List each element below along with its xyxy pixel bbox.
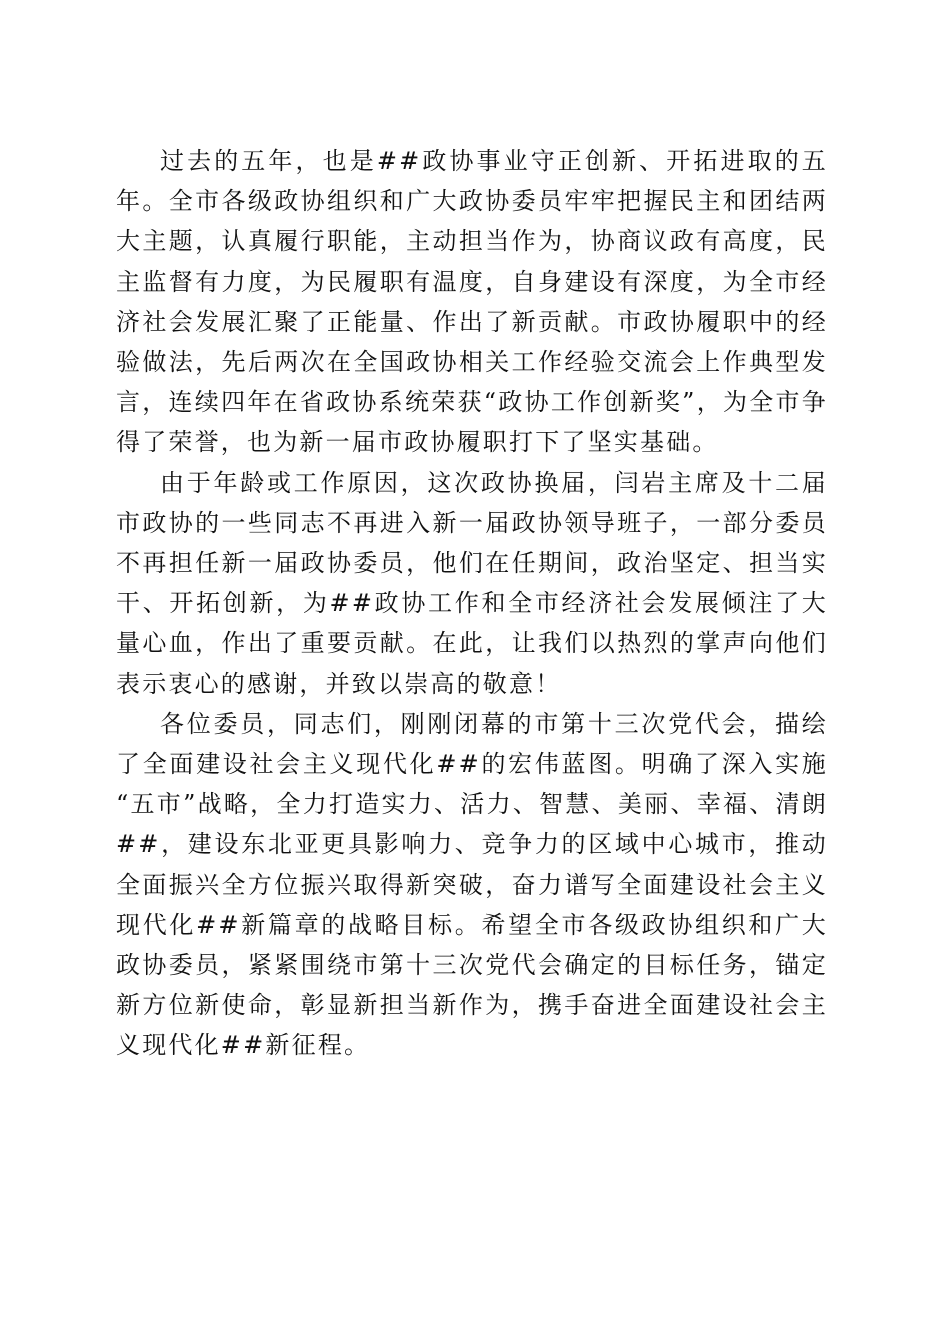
paragraph-review-five-years: 过去的五年，也是##政协事业守正创新、开拓进取的五年。全市各级政协组织和广大政协委员牢牢把握民主和团结两大主题，认真履行职能，主动担当作为，协商议政有高度，民主监督有力度，为民履职有温度，自身建设有深度，为全市经济社会发展汇聚了正能量、作出了新贡献。市政协履职中的经验做法，先后两次在全国政协相关工作经验交流会上作典型发言，连续四年在省政协系统荣获“政协工作创新奖”，为全市争得了荣誉，也为新一届市政协履职打下了坚实基础。 (116, 147, 828, 457)
paragraph-thanks-former-members: 由于年龄或工作原因，这次政协换届，闫岩主席及十二届市政协的一些同志不再进入新一届政协领导班子，一部分委员不再担任新一届政协委员，他们在任期间，政治坚定、担当实干、开拓创新，为##政协工作和全市经济社会发展倾注了大量心血，作出了重要贡献。在此，让我们以热烈的掌声向他们表示衷心的感谢，并致以崇高的敬意！ (116, 468, 828, 698)
paragraph-party-congress-goals: 各位委员，同志们，刚刚闭幕的市第十三次党代会，描绘了全面建设社会主义现代化##的宏伟蓝图。明确了深入实施“五市”战略，全力打造实力、活力、智慧、美丽、幸福、清朗##，建设东北亚更具影响力、竞争力的区域中心城市，推动全面振兴全方位振兴取得新突破，奋力谱写全面建设社会主义现代化##新篇章的战略目标。希望全市各级政协组织和广大政协委员，紧紧围绕市第十三次党代会确定的目标任务，锚定新方位新使命，彰显新担当新作为，携手奋进全面建设社会主义现代化##新征程。 (116, 709, 828, 1060)
document-body (116, 141, 828, 1066)
